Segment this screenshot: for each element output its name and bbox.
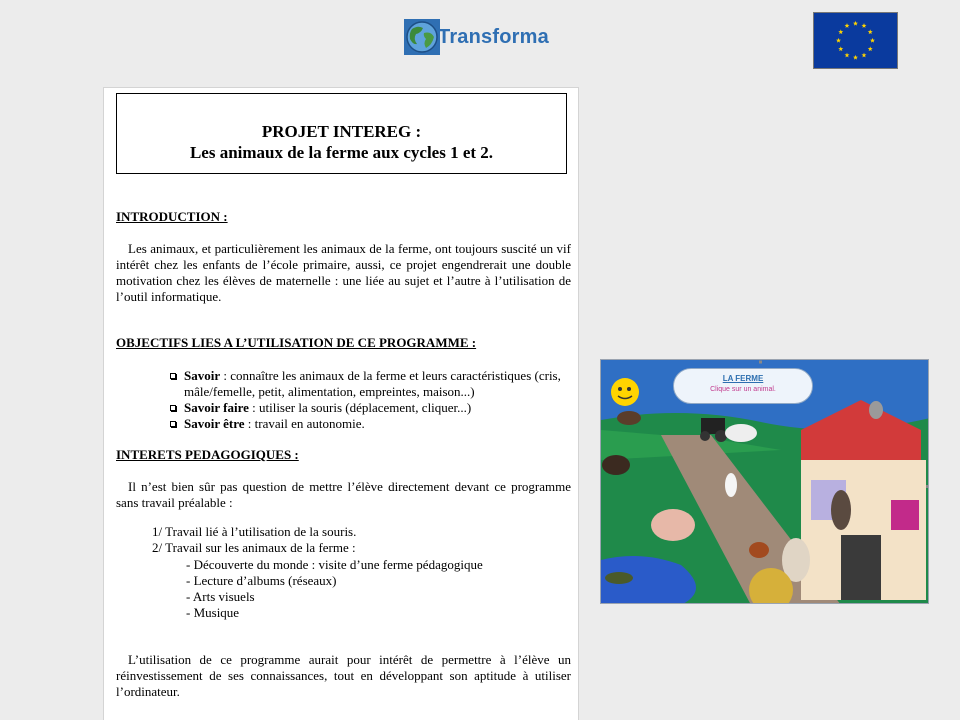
interests-paragraph — [116, 479, 571, 511]
sun-icon — [611, 378, 639, 406]
farm-app-screenshot — [600, 359, 929, 604]
checkbox-bullet-icon — [170, 373, 176, 379]
transforma-logo — [404, 18, 549, 56]
title-line-2: Les animaux de la ferme aux cycles 1 et 2. — [189, 143, 494, 162]
work-item: 1/ Travail lié à l’utilisation de la souris. — [152, 524, 357, 539]
globe-icon — [404, 19, 440, 55]
sub-item: - Musique — [186, 605, 240, 620]
intro-heading: INTRODUCTION : — [116, 209, 228, 224]
intro-paragraph — [116, 241, 571, 305]
objective-item — [170, 416, 570, 432]
interests-heading: INTERETS PEDAGOGIQUES : — [116, 447, 299, 462]
work-list — [152, 524, 356, 556]
sub-item: - Lecture d’albums (réseaux) — [186, 573, 337, 588]
objective-item — [170, 368, 570, 400]
objective-text: : utiliser la souris (déplacement, cliquer...) — [248, 400, 472, 415]
eu-flag-icon — [813, 12, 898, 69]
title-box — [116, 93, 567, 174]
objective-item — [170, 400, 570, 416]
intro-text: Les animaux, et particulièrement les animaux de la ferme, ont toujours suscité un vif intérêt chez les enfants de l’école primaire, aussi, ce projet engendrerait une double motivation chez les élèves de maternelle : une liée au sujet et l’autre à l’utilisation de l’outil informatique. — [116, 241, 571, 304]
title-line-1: PROJET INTEREG : — [261, 122, 422, 141]
sub-list — [186, 557, 483, 621]
objectives-list — [170, 368, 570, 432]
checkbox-bullet-icon — [170, 421, 176, 427]
speech-bubble — [673, 368, 813, 404]
objective-text: : connaître les animaux de la ferme et leurs caractéristiques (cris, mâle/femelle, petit, alimentation, empreintes, maison...) — [184, 368, 561, 399]
sub-item: - Découverte du monde : visite d’une ferme pédagogique — [186, 557, 483, 572]
interests-text: Il n’est bien sûr pas question de mettre l’élève directement devant ce programme sans travail préalable : — [116, 479, 571, 510]
work-item: 2/ Travail sur les animaux de la ferme : — [152, 540, 356, 555]
objective-term: Savoir faire — [184, 400, 249, 415]
objective-term: Savoir — [184, 368, 221, 383]
objective-term: Savoir être — [184, 416, 245, 431]
document-page — [104, 88, 578, 720]
sub-item: - Arts visuels — [186, 589, 255, 604]
objective-text: : travail en autonomie. — [244, 416, 365, 431]
bubble-subtitle: Clique sur un animal. — [710, 386, 776, 393]
logo-text: Transforma — [438, 25, 549, 48]
objectives-heading: OBJECTIFS LIES A L’UTILISATION DE CE PROGRAMME : — [116, 335, 477, 350]
bubble-title-link[interactable]: LA FERME — [722, 374, 764, 383]
checkbox-bullet-icon — [170, 405, 176, 411]
conclusion-text: L’utilisation de ce programme aurait pour intérêt de permettre à l’élève un réinvestissement de ses connaissances, tout en développant son aptitude à utiliser l’ordinateur. — [116, 652, 571, 699]
conclusion-paragraph — [116, 652, 571, 700]
farmhouse — [801, 400, 926, 600]
